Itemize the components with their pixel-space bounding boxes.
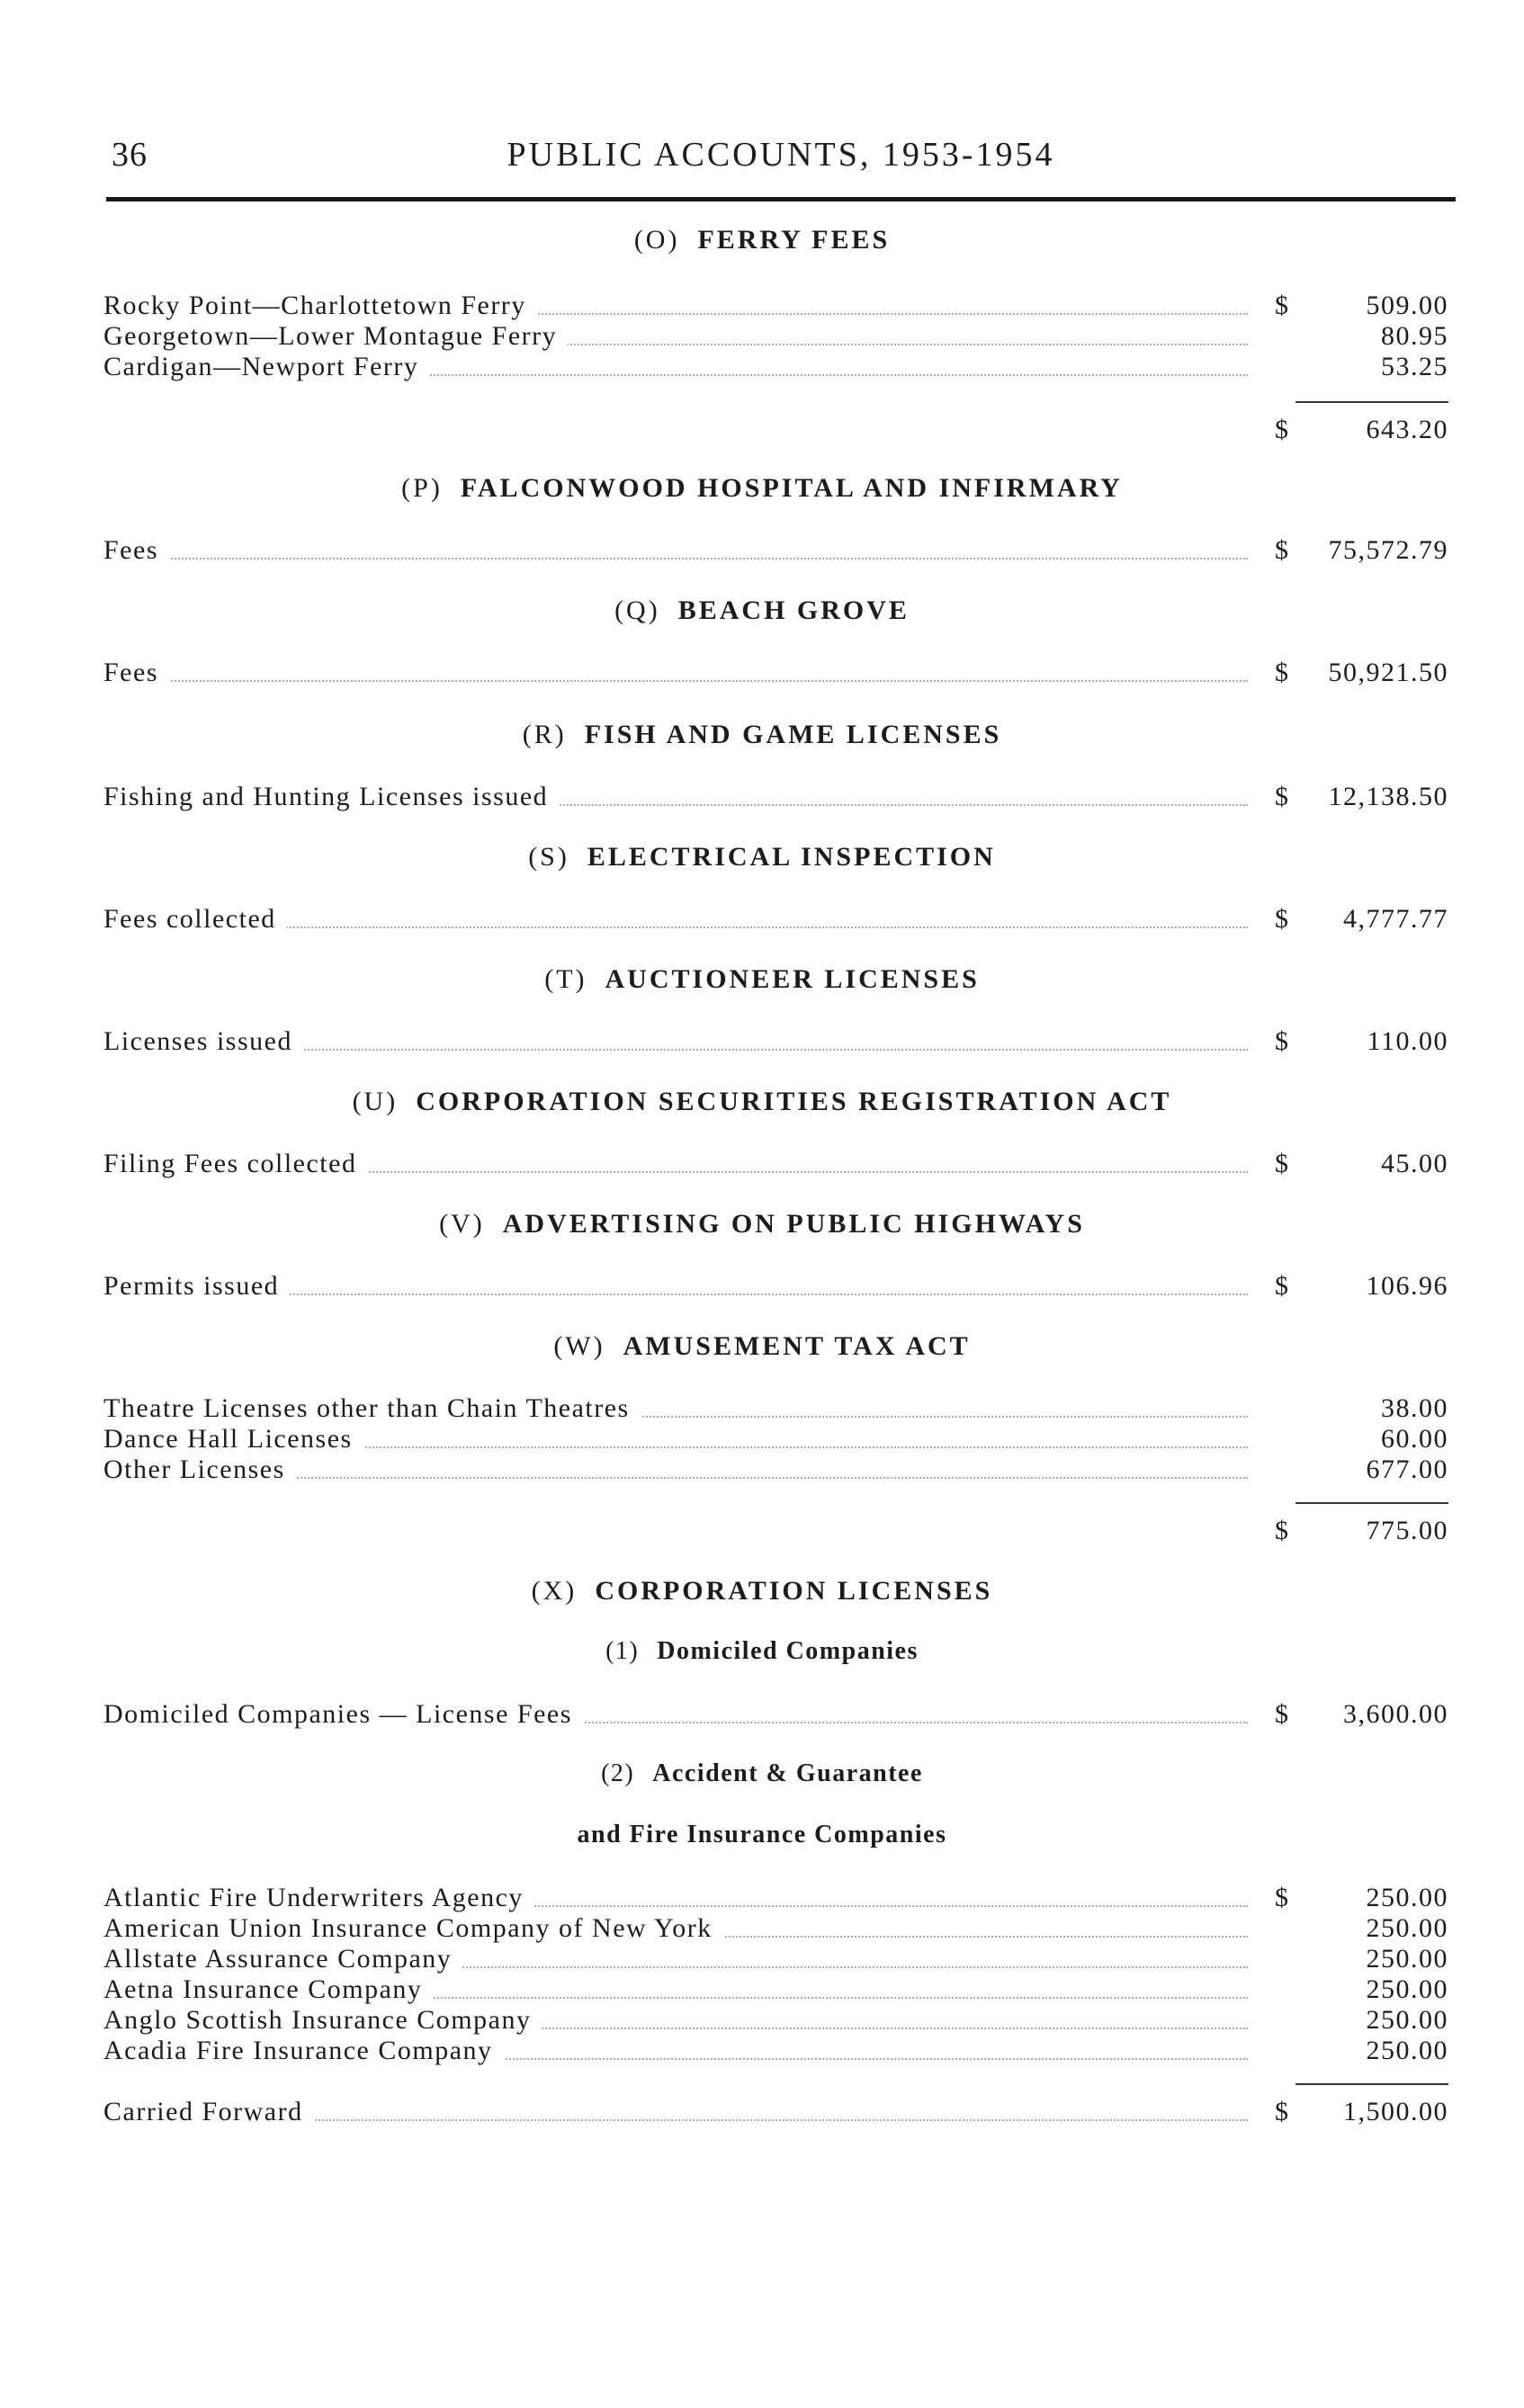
heading-title: CORPORATION SECURITIES REGISTRATION ACT: [416, 1087, 1172, 1116]
line-item: [103, 1270, 1448, 1302]
item-amount: 53.25: [1381, 352, 1448, 381]
section-heading-amusement-tax: [0, 1331, 1524, 1362]
currency-sign: $: [1275, 904, 1290, 934]
item-amount: 677.00: [1366, 1455, 1448, 1484]
currency-sign: $: [1275, 535, 1290, 565]
section-total: [103, 414, 1448, 446]
line-item: [103, 1423, 1448, 1455]
item-label: Theatre Licenses other than Chain Theatres: [103, 1392, 641, 1425]
section-letter: (T): [544, 964, 587, 994]
item-label: American Union Insurance Company of New York: [103, 1912, 723, 1945]
currency-sign: $: [1275, 1026, 1290, 1056]
item-label: Fees collected: [103, 903, 287, 935]
item-amount: 250.00: [1366, 1913, 1448, 1943]
heading-title: Accident & Guarantee: [652, 1759, 923, 1787]
item-label: Acadia Fire Insurance Company: [103, 2035, 504, 2067]
section-heading-beach-grove: [0, 595, 1524, 626]
item-amount: 80.95: [1381, 321, 1448, 351]
section-letter: (O): [633, 225, 680, 255]
section-letter: (U): [352, 1087, 399, 1116]
section-heading-ferry-fees: [0, 225, 1524, 255]
currency-sign: $: [1275, 1883, 1290, 1912]
section-letter: (V): [439, 1209, 485, 1239]
line-item: [103, 1943, 1448, 1975]
subsection-heading-accident: [0, 1759, 1524, 1788]
item-amount: 509.00: [1366, 291, 1448, 320]
currency-sign: $: [1275, 658, 1290, 687]
currency-sign: $: [1275, 1149, 1290, 1178]
heading-title: AUCTIONEER LICENSES: [605, 964, 980, 994]
item-amount: 250.00: [1366, 1944, 1448, 1974]
dot-leader: [103, 558, 1248, 559]
section-total: [103, 1515, 1448, 1547]
item-amount: 38.00: [1381, 1393, 1448, 1423]
item-label: Georgetown—Lower Montague Ferry: [103, 320, 568, 353]
item-amount: 106.96: [1366, 1271, 1448, 1301]
heading-title: and Fire Insurance Companies: [577, 1821, 947, 1849]
line-item: [103, 903, 1448, 935]
line-item: [103, 534, 1448, 567]
item-label: Allstate Assurance Company: [103, 1943, 462, 1975]
item-amount: 1,500.00: [1343, 2097, 1448, 2126]
carried-forward-row: [103, 2096, 1448, 2128]
line-item: [103, 781, 1448, 813]
item-label: Permits issued: [103, 1270, 290, 1302]
dot-leader: [103, 680, 1248, 682]
line-item: [103, 1025, 1448, 1058]
header-rule: [106, 197, 1456, 201]
line-item: [103, 1912, 1448, 1945]
heading-title: AMUSEMENT TAX ACT: [623, 1331, 971, 1361]
section-letter: (R): [522, 720, 567, 749]
section-letter: (P): [401, 473, 443, 503]
section-letter: (2): [601, 1759, 635, 1787]
item-label: Other Licenses: [103, 1454, 296, 1486]
item-label: Anglo Scottish Insurance Company: [103, 2004, 542, 2037]
item-amount: 250.00: [1366, 2036, 1448, 2065]
item-amount: 60.00: [1381, 1424, 1448, 1454]
heading-title: FISH AND GAME LICENSES: [584, 720, 1002, 749]
page-header: [106, 135, 1456, 189]
heading-title: BEACH GROVE: [677, 595, 910, 625]
running-title: PUBLIC ACCOUNTS, 1953-1954: [507, 136, 1055, 174]
line-item: [103, 1392, 1448, 1425]
section-letter: (S): [528, 842, 569, 872]
section-heading-corporation-licenses: [0, 1576, 1524, 1607]
item-amount: 250.00: [1366, 2005, 1448, 2035]
section-heading-fish-game: [0, 720, 1524, 750]
item-amount: 45.00: [1381, 1149, 1448, 1178]
page-number: 36: [112, 136, 148, 174]
heading-title: ADVERTISING ON PUBLIC HIGHWAYS: [502, 1209, 1085, 1239]
section-letter: (X): [531, 1576, 578, 1606]
item-amount: 4,777.77: [1343, 904, 1448, 934]
heading-title: CORPORATION LICENSES: [595, 1576, 993, 1606]
currency-sign: $: [1275, 782, 1290, 811]
subsection-heading-domiciled: [0, 1637, 1524, 1666]
line-item: [103, 1698, 1448, 1731]
line-item: [103, 1148, 1448, 1180]
line-item: [103, 2004, 1448, 2037]
item-label: Filing Fees collected: [103, 1148, 367, 1180]
line-item: [103, 320, 1448, 353]
item-amount: 75,572.79: [1328, 535, 1448, 565]
currency-sign: $: [1275, 415, 1290, 444]
section-letter: (1): [605, 1637, 640, 1665]
item-label: Carried Forward: [103, 2096, 314, 2128]
section-heading-electrical: [0, 842, 1524, 873]
section-letter: (Q): [614, 595, 660, 625]
heading-title: Domiciled Companies: [657, 1637, 919, 1665]
heading-title: FERRY FEES: [697, 225, 891, 255]
total-rule: [1295, 401, 1448, 403]
heading-title: FALCONWOOD HOSPITAL AND INFIRMARY: [460, 473, 1123, 503]
line-item: [103, 290, 1448, 322]
item-amount: 250.00: [1366, 1883, 1448, 1912]
item-label: Domiciled Companies — License Fees: [103, 1698, 583, 1731]
item-label: Dance Hall Licenses: [103, 1423, 363, 1455]
line-item: [103, 1974, 1448, 2006]
item-amount: 643.20: [1366, 415, 1448, 444]
currency-sign: $: [1275, 1271, 1290, 1301]
item-amount: 3,600.00: [1343, 1699, 1448, 1729]
item-amount: 50,921.50: [1328, 658, 1448, 687]
item-amount: 12,138.50: [1328, 782, 1448, 811]
total-rule: [1295, 2083, 1448, 2085]
line-item: [103, 657, 1448, 689]
item-label: Cardigan—Newport Ferry: [103, 351, 429, 383]
currency-sign: $: [1275, 291, 1290, 320]
section-heading-auctioneer: [0, 964, 1524, 995]
subsection-heading-fire-insurance: [0, 1821, 1524, 1849]
item-label: Licenses issued: [103, 1025, 303, 1058]
item-label: Fees: [103, 534, 169, 567]
section-heading-falconwood: [0, 473, 1524, 504]
item-amount: 110.00: [1367, 1026, 1448, 1056]
line-item: [103, 2035, 1448, 2067]
currency-sign: $: [1275, 1516, 1290, 1545]
line-item: [103, 351, 1448, 383]
item-amount: 775.00: [1366, 1516, 1448, 1545]
section-letter: (W): [553, 1331, 605, 1361]
currency-sign: $: [1275, 2097, 1290, 2126]
heading-title: ELECTRICAL INSPECTION: [587, 842, 996, 872]
line-item: [103, 1454, 1448, 1486]
item-amount: 250.00: [1366, 1974, 1448, 2004]
item-label: Rocky Point—Charlottetown Ferry: [103, 290, 537, 322]
item-label: Atlantic Fire Underwriters Agency: [103, 1882, 534, 1914]
item-label: Fees: [103, 657, 169, 689]
line-item: [103, 1882, 1448, 1914]
total-rule: [1295, 1502, 1448, 1504]
section-heading-advertising: [0, 1209, 1524, 1240]
section-heading-securities: [0, 1087, 1524, 1117]
item-label: Aetna Insurance Company: [103, 1974, 433, 2006]
currency-sign: $: [1275, 1699, 1290, 1729]
item-label: Fishing and Hunting Licenses issued: [103, 781, 559, 813]
